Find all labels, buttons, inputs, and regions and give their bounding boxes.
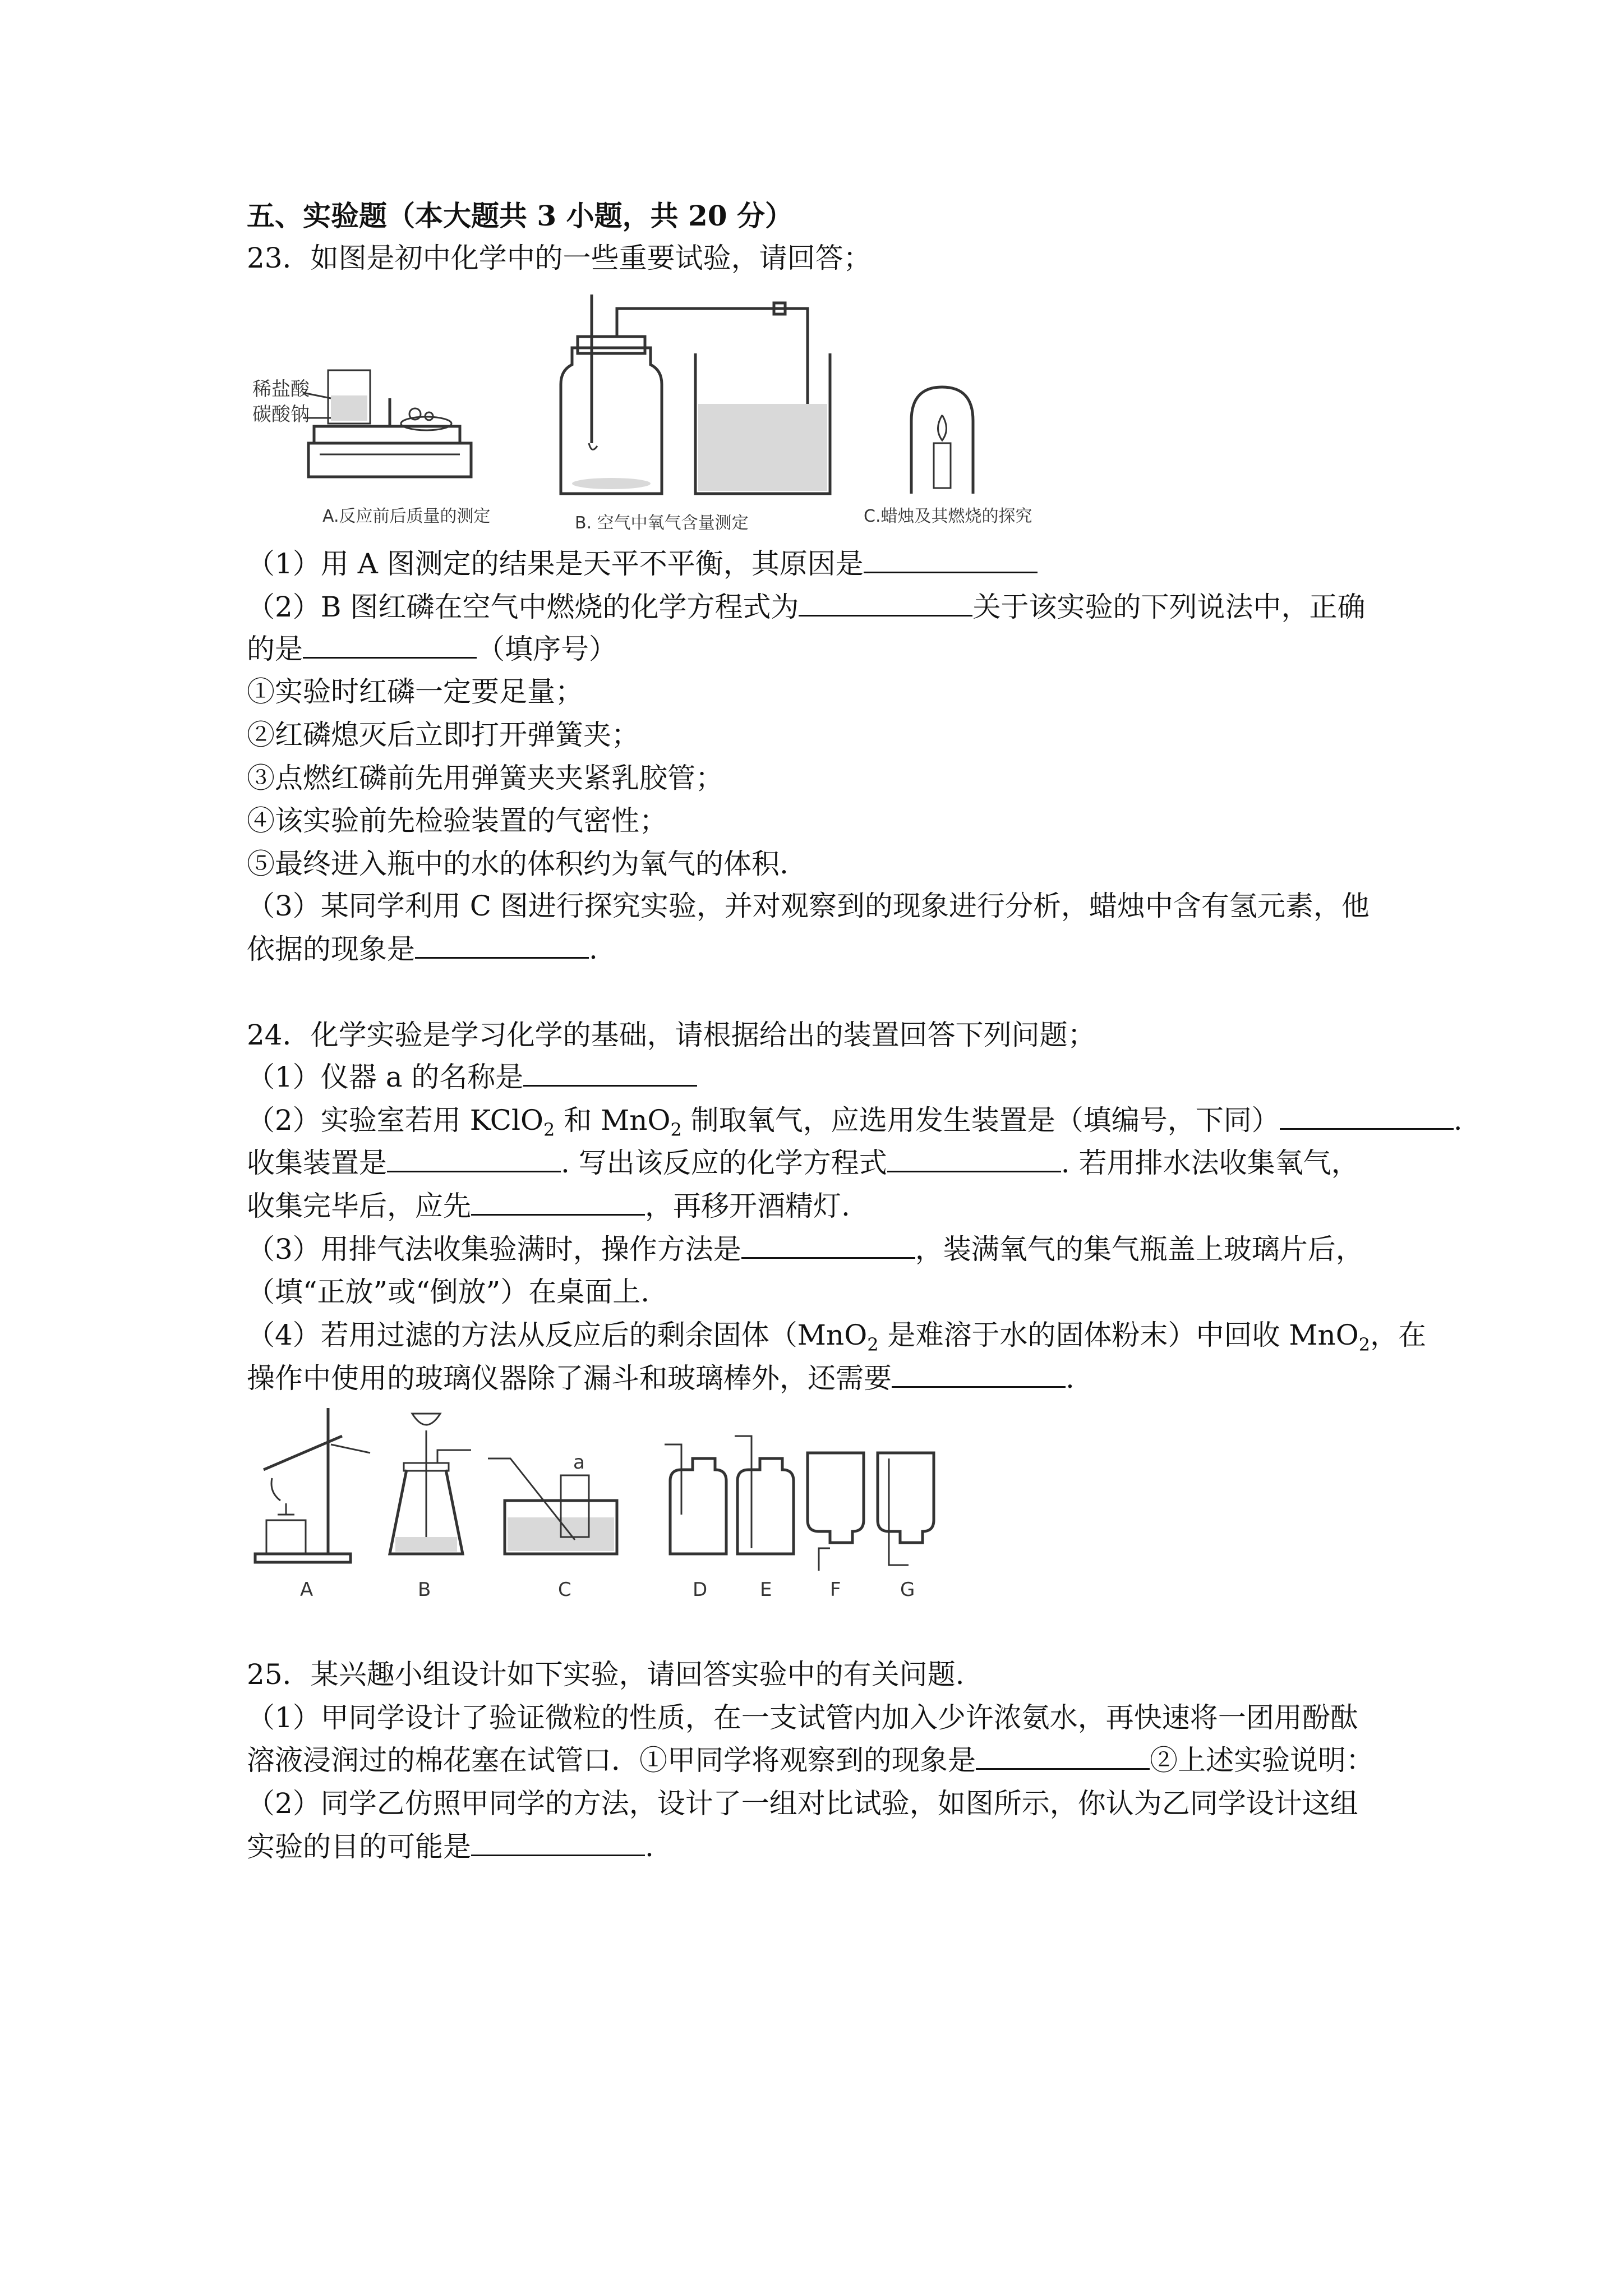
label-d: D bbox=[693, 1579, 708, 1601]
balance-apparatus-image bbox=[252, 370, 491, 526]
label-a: A bbox=[300, 1579, 313, 1601]
q24-part2-line2: 收集装置是 . 写出该反应的化学方程式 . 若用排水法收集氧气， bbox=[247, 1147, 1359, 1179]
q25-part1-line2: 溶液浸润过的棉花塞在试管口．①甲同学将观察到的现象是 ②上述实验说明： bbox=[247, 1744, 1374, 1777]
q25-part1-line1: （1）甲同学设计了验证微粒的性质，在一支试管内加入少许浓氨水，再快速将一团用酚酞 bbox=[247, 1701, 1358, 1734]
apparatus-f-image bbox=[808, 1453, 864, 1601]
q23-part2-line2: 的是 （填序号） bbox=[247, 633, 617, 665]
label-a-instrument: a bbox=[573, 1451, 585, 1474]
q23-option-2: ②红磷熄灭后立即打开弹簧夹； bbox=[247, 719, 639, 751]
q24-part4-line2: 操作中使用的玻璃仪器除了漏斗和玻璃棒外，还需要 . bbox=[247, 1362, 1075, 1395]
apparatus-g-image bbox=[878, 1453, 934, 1601]
caption-b: B. 空气中氧气含量测定 bbox=[575, 513, 749, 533]
q23-option-1: ①实验时红磷一定要足量； bbox=[247, 675, 583, 708]
q23-option-4: ④该实验前先检验装置的气密性； bbox=[247, 804, 667, 837]
q23-option-3: ③点燃红磷前先用弹簧夹夹紧乳胶管； bbox=[247, 762, 723, 794]
caption-c: C.蜡烛及其燃烧的探究 bbox=[864, 507, 1032, 526]
label-e: E bbox=[760, 1579, 772, 1601]
label-c: C bbox=[558, 1579, 571, 1601]
answer-blank[interactable] bbox=[799, 590, 972, 616]
apparatus-b-image bbox=[390, 1414, 471, 1601]
q23-part2-line1: （2）B 图红磷在空气中燃烧的化学方程式为 关于该实验的下列说法中，正确 bbox=[247, 591, 1366, 623]
answer-blank[interactable] bbox=[387, 1146, 561, 1172]
answer-blank[interactable] bbox=[887, 1146, 1061, 1172]
answer-blank[interactable] bbox=[741, 1232, 915, 1259]
label-g: G bbox=[900, 1579, 915, 1601]
q24-part3-line2: （填“正放”或“倒放”）在桌面上. bbox=[247, 1276, 650, 1308]
answer-blank[interactable] bbox=[471, 1189, 645, 1216]
answer-blank[interactable] bbox=[976, 1743, 1150, 1770]
a-label-na2co3: 碳酸钠 bbox=[252, 403, 310, 426]
answer-blank[interactable] bbox=[523, 1060, 697, 1087]
apparatus-d-image bbox=[665, 1444, 726, 1601]
answer-blank[interactable] bbox=[415, 932, 589, 959]
label-f: F bbox=[830, 1579, 841, 1601]
q24-part2-line3: 收集完毕后，应先 ，再移开酒精灯. bbox=[247, 1190, 850, 1222]
q24-part1: （1）仪器 a 的名称是 bbox=[247, 1060, 697, 1094]
section-title: 五、实验题（本大题共 3 小题，共 20 分） bbox=[247, 199, 793, 232]
q23-stem: 23．如图是初中化学中的一些重要试验，请回答； bbox=[247, 242, 872, 274]
q23-part1: （1）用 A 图测定的结果是天平不平衡，其原因是 bbox=[247, 547, 1038, 581]
q24-apparatus-figure bbox=[247, 1402, 976, 1604]
answer-blank[interactable] bbox=[471, 1830, 645, 1856]
q25-stem: 25．某兴趣小组设计如下实验，请回答实验中的有关问题. bbox=[247, 1658, 965, 1691]
oxygen-content-apparatus-image bbox=[561, 295, 830, 533]
q25-part2-line1: （2）同学乙仿照甲同学的方法，设计了一组对比试验，如图所示，你认为乙同学设计这组 bbox=[247, 1787, 1358, 1820]
q25-part2-line2: 实验的目的可能是 . bbox=[247, 1830, 654, 1863]
apparatus-e-image bbox=[735, 1436, 794, 1601]
candle-apparatus-image bbox=[864, 387, 1032, 526]
apparatus-a-image bbox=[255, 1408, 370, 1601]
q24-part4-line1: （4）若用过滤的方法从反应后的剩余固体（MnO$_2$ 是难溶于水的固体粉末）中回收 MnO$_2$，在 bbox=[247, 1319, 1427, 1355]
q23-option-5: ⑤最终进入瓶中的水的体积约为氧气的体积. bbox=[247, 848, 789, 880]
q23-part3-line1: （3）某同学利用 C 图进行探究实验，并对观察到的现象进行分析，蜡烛中含有氢元素，他 bbox=[247, 890, 1370, 922]
q23-figure bbox=[247, 286, 1066, 533]
q24-stem: 24．化学实验是学习化学的基础，请根据给出的装置回答下列问题； bbox=[247, 1019, 1096, 1051]
label-b: B bbox=[418, 1579, 431, 1601]
answer-blank[interactable] bbox=[864, 547, 1038, 573]
answer-blank[interactable] bbox=[892, 1361, 1066, 1388]
answer-blank[interactable] bbox=[1280, 1103, 1454, 1130]
q23-part3-line2: 依据的现象是 . bbox=[247, 933, 598, 965]
a-label-hcl: 稀盐酸 bbox=[252, 378, 310, 401]
q24-part2-line1: （2）实验室若用 KClO$_2$ 和 MnO$_2$ 制取氧气，应选用发生装置是（填编号，下同） . bbox=[247, 1104, 1463, 1140]
q24-part3-line1: （3）用排气法收集验满时，操作方法是 ，装满氧气的集气瓶盖上玻璃片后， bbox=[247, 1233, 1364, 1266]
apparatus-c-image bbox=[488, 1451, 617, 1601]
caption-a: A.反应前后质量的测定 bbox=[322, 507, 491, 526]
answer-blank[interactable] bbox=[303, 632, 477, 659]
